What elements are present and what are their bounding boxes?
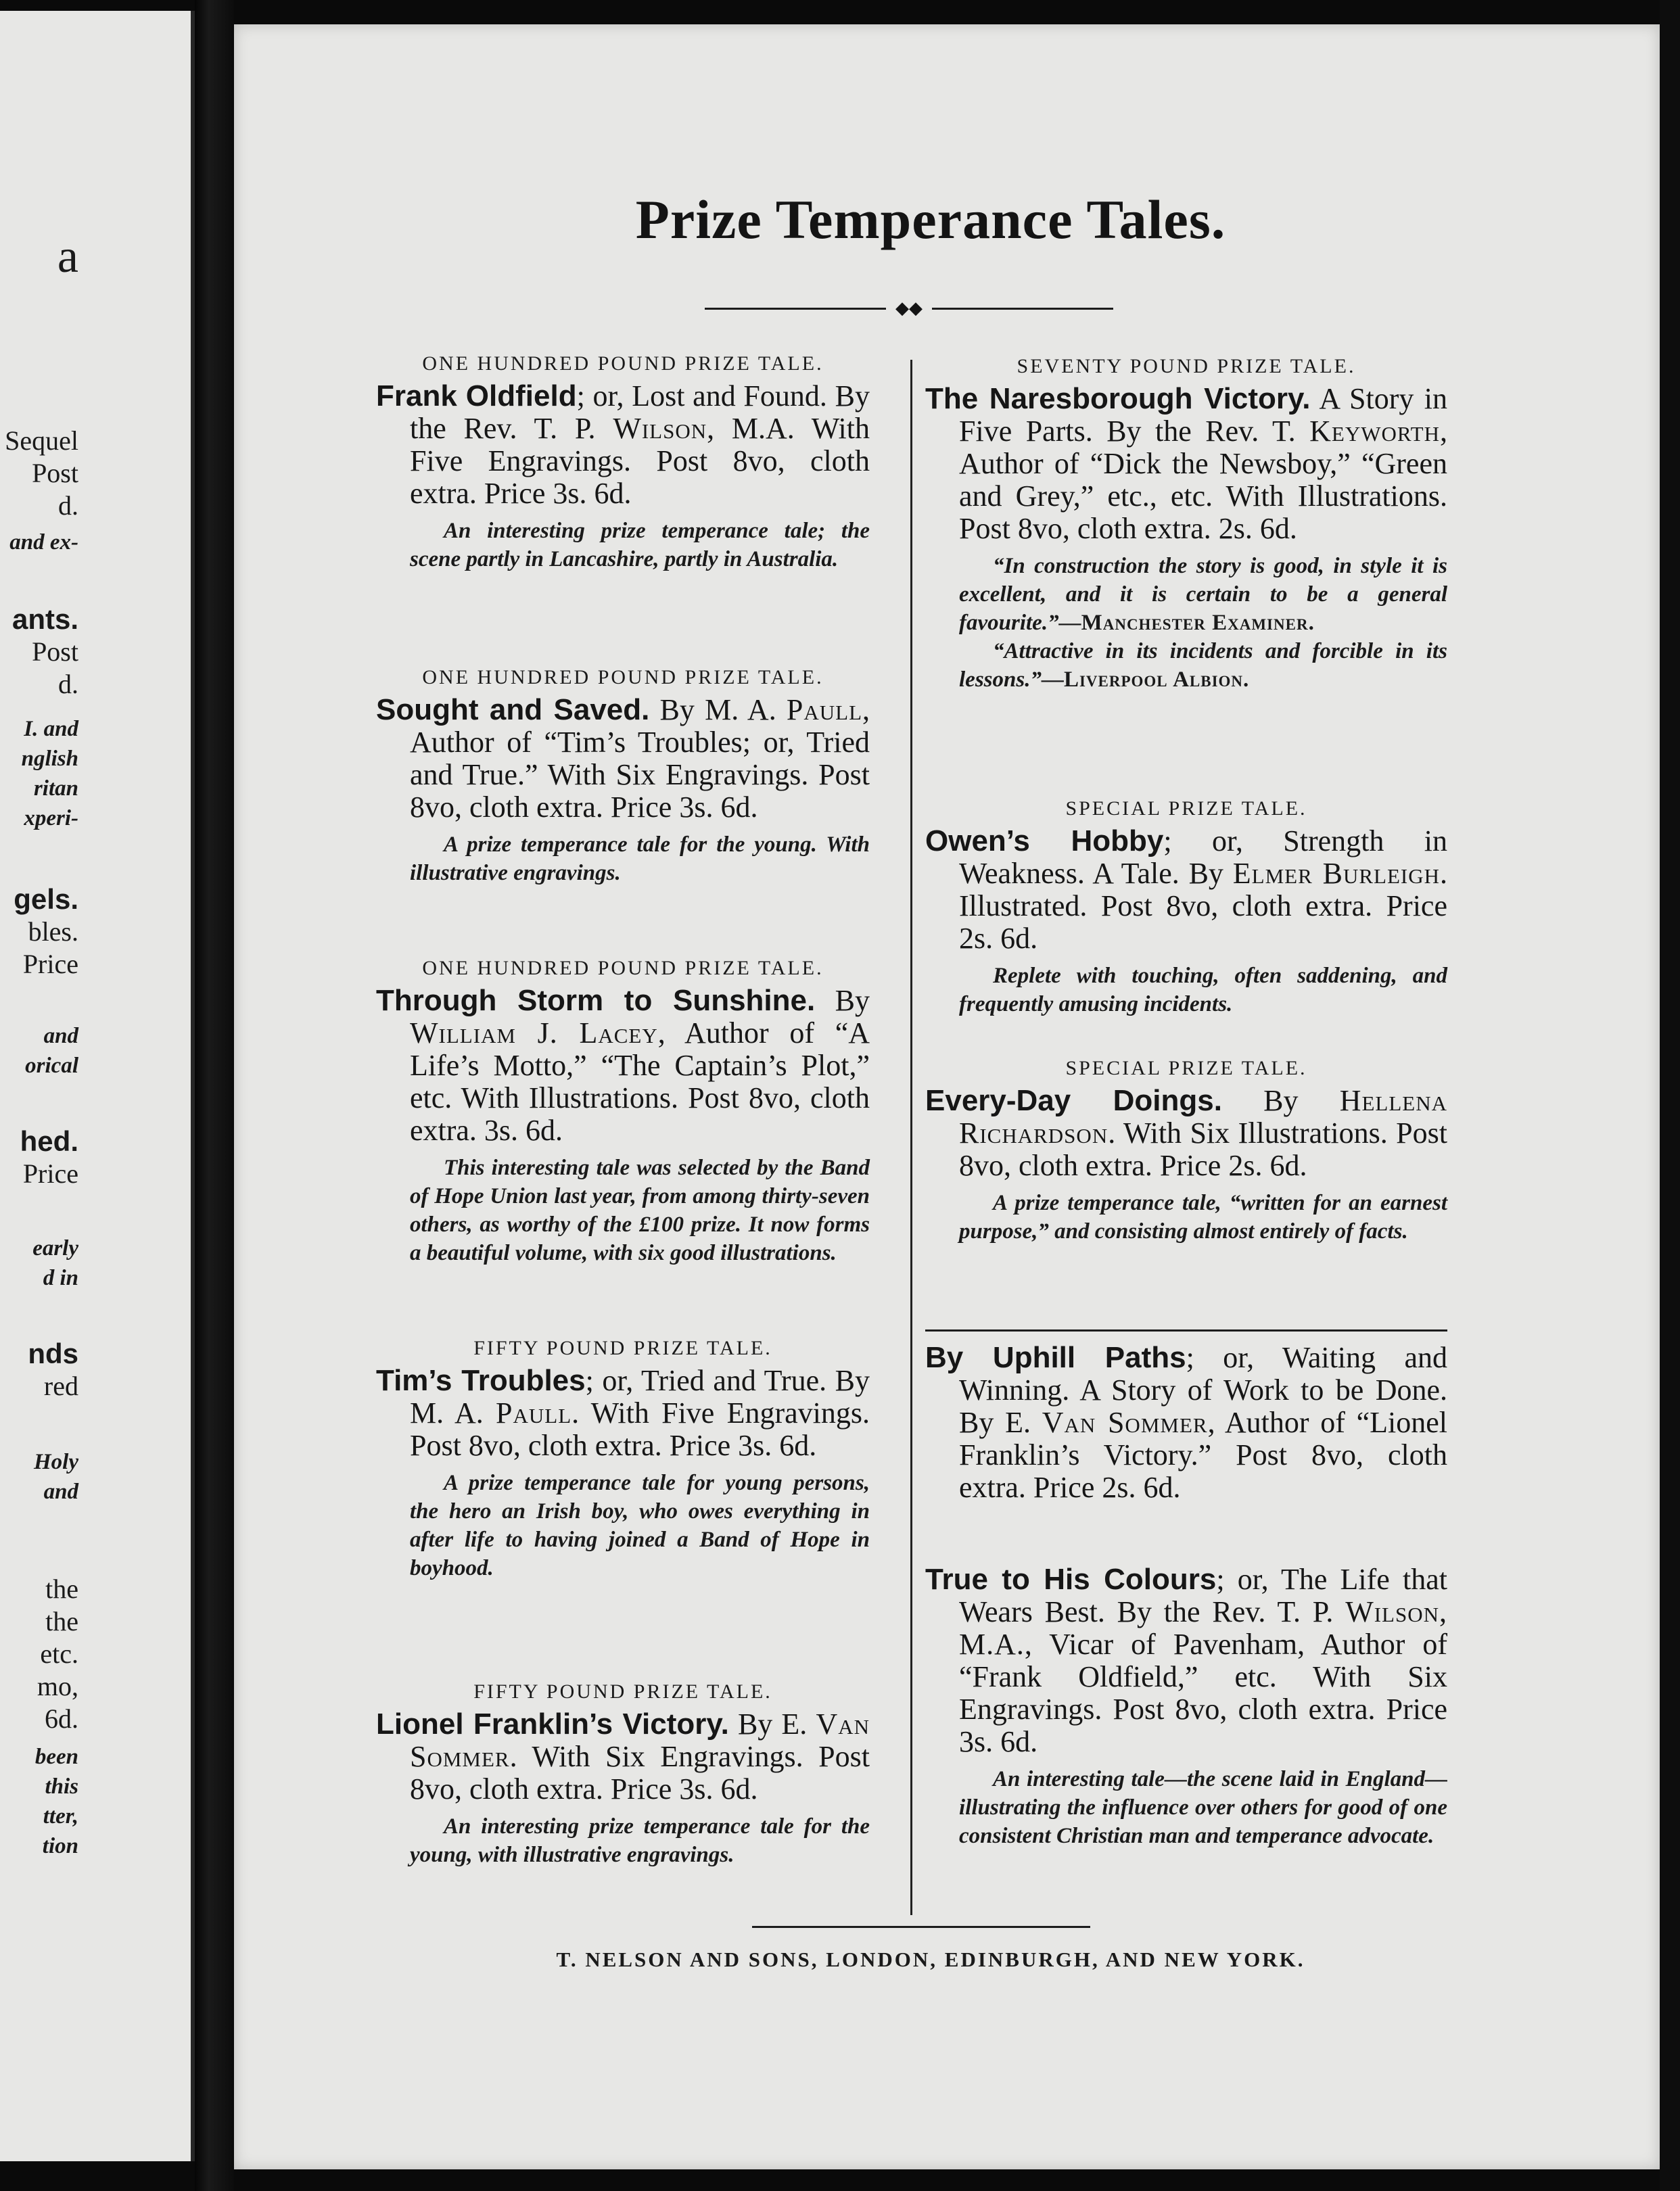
previous-page-text-fragment: and	[43, 1480, 78, 1504]
author-name: Van Sommer	[410, 1707, 870, 1773]
previous-page-text-fragment: Post	[32, 636, 78, 667]
book-text: , Author of “Lionel Franklin’s Victory.” Post 8vo, cloth extra. Price 2s. 6d.	[959, 1406, 1447, 1504]
book-entry	[925, 797, 1447, 1018]
author-name: Van Sommer	[1042, 1406, 1208, 1439]
book-text: , Vicar of Pavenham, Author of “Frank Oldfield,” etc. With Six Engravings. Post 8vo, cloth extra. Price 3s. 6d.	[959, 1628, 1447, 1758]
book-title: Tim’s Troubles	[376, 1364, 586, 1397]
book-text: . With Six Engravings. Post 8vo, cloth extra. Price 3s. 6d.	[410, 1740, 870, 1806]
previous-page-text-fragment: I. and	[24, 717, 78, 741]
previous-page-text-fragment: hed.	[20, 1125, 78, 1157]
book-text: . With Five Engravings. Post 8vo, cloth extra. Price 3s. 6d.	[410, 1396, 870, 1462]
prize-heading: ONE HUNDRED POUND PRIZE TALE.	[422, 957, 824, 979]
book-note: An interesting prize temperance tale; the scene partly in Lancashire, partly in Australia.	[410, 519, 870, 571]
previous-page-text-fragment: early	[32, 1236, 78, 1261]
previous-page-text-fragment: and ex-	[9, 530, 78, 555]
footer-rule	[752, 1926, 1090, 1928]
book-text: ; or, Waiting and Winning. A Story of Work to be Done. By E.	[959, 1341, 1447, 1439]
book-description	[376, 694, 870, 824]
book-text: , Author of “Dick the Newsboy,” “Green and Grey,” etc., etc. With Illustrations. Post 8vo, cloth extra. 2s. 6d.	[959, 415, 1447, 545]
book-note: An interesting tale—the scene laid in England—illustrating the influence over others for good of one consistent Christian man and temperance advocate.	[959, 1767, 1447, 1848]
book-text: , M.A. With Five Engravings. Post 8vo, cloth extra. Price 3s. 6d.	[410, 412, 870, 510]
author-name: Wilson, M.A.	[959, 1595, 1447, 1661]
book-text: By M. A.	[649, 693, 787, 726]
book-text: . With Six Illustrations. Post 8vo, cloth extra. Price 2s. 6d.	[959, 1116, 1447, 1182]
book-text: ; or, Tried and True. By M. A.	[410, 1364, 870, 1430]
book-entry	[376, 665, 870, 887]
book-description	[925, 1342, 1447, 1504]
quote-source: Liverpool Albion.	[1063, 667, 1250, 692]
book-text: . Illustrated. Post 8vo, cloth extra. Price 2s. 6d.	[959, 857, 1447, 955]
book-entry	[925, 354, 1447, 694]
book-text: ; or, Lost and Found. By the Rev. T. P.	[410, 379, 870, 445]
book-entry	[925, 1342, 1447, 1504]
book-note: A prize temperance tale, “written for an earnest purpose,” and consisting almost entirely of facts.	[959, 1191, 1447, 1244]
author-name: Hellena Richardson	[959, 1084, 1447, 1150]
book-entry	[925, 1056, 1447, 1246]
author-name: Paull	[786, 693, 863, 726]
book-title: Sought and Saved.	[376, 693, 650, 726]
previous-page-text-fragment: Price	[22, 1158, 78, 1189]
book-entry	[376, 956, 870, 1267]
previous-page-text-fragment: Holy	[34, 1450, 78, 1474]
book-title: Through Storm to Sunshine.	[376, 984, 816, 1017]
previous-page-text-fragment: tion	[42, 1834, 78, 1858]
section-divider	[925, 1329, 1447, 1332]
previous-page-text-fragment: the	[45, 1606, 78, 1636]
author-name: Wilson	[613, 412, 707, 445]
page-edge	[1660, 0, 1680, 2191]
previous-page-text-fragment: gels.	[14, 883, 78, 915]
previous-page-text-fragment: ritan	[33, 776, 78, 801]
prize-heading: SPECIAL PRIZE TALE.	[1065, 797, 1307, 820]
book-entry	[376, 1680, 870, 1869]
book-description	[925, 1563, 1447, 1758]
prize-heading: ONE HUNDRED POUND PRIZE TALE.	[422, 666, 824, 688]
book-entry	[376, 1336, 870, 1582]
book-note: A prize temperance tale for the young. With illustrative engravings.	[410, 832, 870, 885]
book-description	[925, 383, 1447, 545]
author-name: Paull	[496, 1396, 572, 1430]
quote-source: Manchester Examiner.	[1081, 611, 1315, 635]
previous-page-text-fragment: nglish	[21, 747, 78, 771]
previous-page-text-fragment: d in	[43, 1266, 78, 1290]
previous-page-text-fragment: Post	[32, 458, 78, 488]
column-divider	[910, 360, 912, 1915]
previous-page-text-fragment: been	[34, 1745, 78, 1769]
review-quote	[925, 637, 1447, 694]
prize-heading: SEVENTY POUND PRIZE TALE.	[1017, 355, 1356, 377]
previous-page-strip	[0, 11, 195, 2161]
prize-heading: FIFTY POUND PRIZE TALE.	[473, 1337, 772, 1359]
previous-page-text-fragment: ants.	[11, 603, 78, 635]
author-name: Elmer Burleigh	[1232, 857, 1440, 890]
book-note: This interesting tale was selected by the Band of Hope Union last year, from among thirty-seven others, as worthy of the £100 prize. It now forms a beautiful volume, with six good illustrations.	[410, 1156, 870, 1265]
book-text: A Story in Five Parts. By the Rev. T.	[959, 382, 1447, 448]
page-title: Prize Temperance Tales.	[635, 189, 1226, 250]
book-description	[376, 985, 870, 1147]
previous-page-text-fragment: this	[45, 1774, 78, 1799]
previous-page-text-fragment: etc.	[40, 1639, 78, 1669]
previous-page-text-fragment: xperi-	[24, 806, 78, 830]
quote-text: “In construction the story is good, in style it is excellent, and it is certain to be a general favourite.”—	[959, 554, 1447, 635]
previous-page-text-fragment: mo,	[37, 1671, 78, 1701]
prize-heading: ONE HUNDRED POUND PRIZE TALE.	[422, 352, 824, 375]
book-text: , Author of “Tim’s Troubles; or, Tried and True.” With Six Engravings. Post 8vo, cloth extra. Price 3s. 6d.	[410, 693, 870, 824]
diamond-ornament-icon: ◆◆	[895, 298, 923, 318]
book-text: , Author of “A Life’s Motto,” “The Captain’s Plot,” etc. With Illustrations. Post 8vo, cloth extra. 3s. 6d.	[410, 1016, 870, 1147]
author-name: Keyworth	[1309, 415, 1440, 448]
book-title: Every-Day Doings.	[925, 1084, 1222, 1117]
publisher-imprint: T. NELSON AND SONS, LONDON, EDINBURGH, AND NEW YORK.	[556, 1948, 1305, 1971]
ornament-rule-left	[705, 308, 886, 310]
title-ornament	[705, 298, 1113, 318]
previous-page-text-fragment: nds	[28, 1338, 78, 1369]
previous-page-text-fragment: red	[43, 1371, 78, 1401]
advertisement-page	[234, 24, 1660, 2169]
prize-heading: FIFTY POUND PRIZE TALE.	[473, 1680, 772, 1703]
book-description	[925, 1085, 1447, 1182]
book-text: By	[815, 984, 870, 1017]
previous-page-text-fragment: Price	[22, 949, 78, 979]
previous-page-text-fragment: and	[43, 1024, 78, 1048]
book-text: By	[1221, 1084, 1340, 1117]
review-quote	[925, 552, 1447, 637]
previous-page-text-fragment: d.	[58, 490, 78, 521]
book-note: Replete with touching, often saddening, and frequently amusing incidents.	[959, 964, 1447, 1016]
quote-text: “Attractive in its incidents and forcible in its lessons.”—	[959, 639, 1447, 692]
book-description	[376, 1365, 870, 1462]
book-title: Lionel Franklin’s Victory.	[376, 1707, 729, 1741]
previous-page-text-fragment: Sequel	[5, 425, 78, 456]
book-gutter	[195, 0, 234, 2191]
book-note: A prize temperance tale for young persons, the hero an Irish boy, who owes everything in after life to having joined a Band of Hope in boyhood.	[410, 1471, 870, 1580]
ornament-rule-right	[932, 308, 1113, 310]
previous-page-text-fragment: 6d.	[45, 1703, 78, 1734]
previous-page-text-fragment: d.	[58, 669, 78, 699]
book-entry	[925, 1563, 1447, 1850]
previous-page-text-fragment: bles.	[28, 916, 78, 947]
author-name: William J. Lacey	[410, 1016, 658, 1050]
book-description	[925, 825, 1447, 955]
book-text: ; or, The Life that Wears Best. By the Rev. T. P.	[959, 1563, 1447, 1628]
prize-heading: SPECIAL PRIZE TALE.	[1065, 1057, 1307, 1079]
book-note: An interesting prize temperance tale for the young, with illustrative engravings.	[410, 1814, 870, 1867]
book-title: True to His Colours	[925, 1563, 1217, 1596]
book-text: ; or, Strength in Weakness. A Tale. By	[959, 824, 1447, 890]
book-entry	[376, 352, 870, 573]
book-description	[376, 1708, 870, 1806]
previous-page-text-fragment: tter,	[43, 1804, 78, 1829]
book-title: The Naresborough Victory.	[925, 382, 1311, 415]
book-title: By Uphill Paths	[925, 1341, 1186, 1374]
book-title: Owen’s Hobby	[925, 824, 1164, 857]
previous-page-text-fragment: a	[57, 231, 78, 283]
book-description	[376, 380, 870, 510]
book-title: Frank Oldfield	[376, 379, 577, 413]
previous-page-text-fragment: the	[45, 1574, 78, 1604]
previous-page-text-fragment: orical	[25, 1054, 78, 1078]
book-text: By E.	[728, 1707, 816, 1741]
